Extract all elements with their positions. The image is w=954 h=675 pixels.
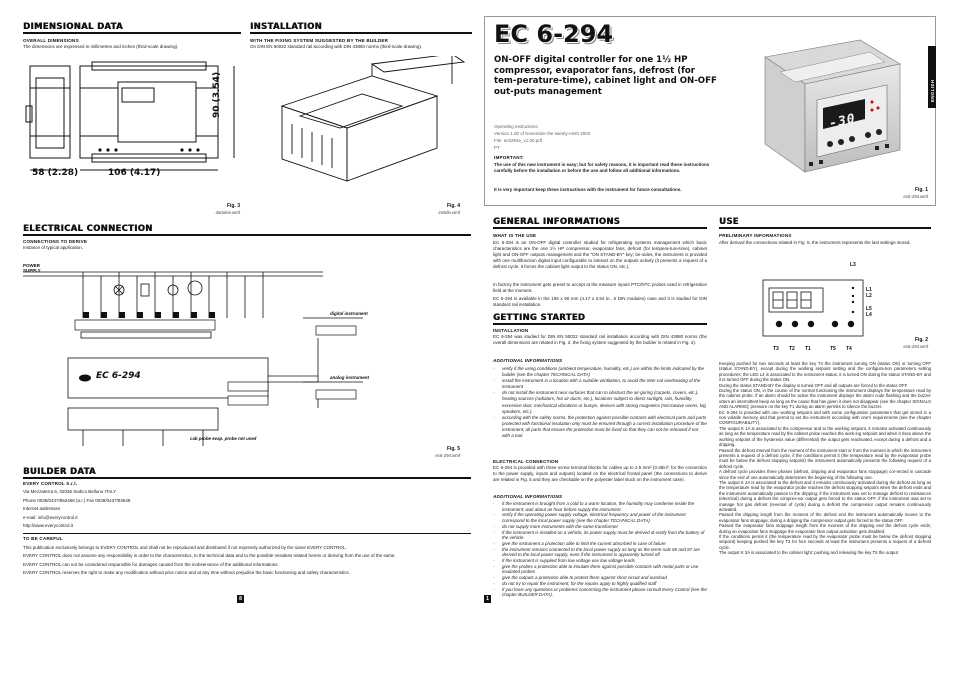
use-rule: [719, 227, 931, 229]
dim-length-label: 106 (4.17): [108, 168, 161, 178]
elec-bullet-5: - give the instrument a protection able to limit the current absorbed in case of failure: [493, 540, 666, 546]
use-para-10: Passed the evaporator fans stoppage length from the moment of the dripping end the defrost cycle ends; during an evaporator fans stoppage the evaporator fans output activation gets disabled.: [719, 523, 931, 534]
dim-heading: DIMENSIONAL DATA: [23, 21, 123, 31]
important-text: The use of this new instrument is easy; but for safety reasons, it is important read these instructions carefully before the installation or before the use and follow all additional informations.: [494, 162, 710, 174]
dim-width-label: 58 (2.28): [32, 168, 79, 178]
meta-2: Version 1.00 of November the twenty-ninth 2002: [494, 131, 591, 136]
fig5-file: ec6-294.wmf: [435, 453, 460, 458]
builder-line-2: Phone 0039/0437/852468 (a.r.) Fax 0039/0437/83648: [23, 498, 131, 503]
elec-bullet-10: - do not try to repair the instrument; for the repairs apply to highly qualified staff: [493, 580, 657, 586]
use-para-3: During the status ON, in the course of the normal functioning the instrument displays the temperature read by the cabinet probe: if an alarm should be active the instrument displays the alarm code flashing and the buzzer utters an intermittent beep as long as the cause that has given it does not disappear (see the chapter SIGNALS AND ALARMS); pressure on the key T1 during an alarm permits to silence the buzzer.: [719, 388, 931, 410]
dim-height-label: 90 (3.54): [212, 71, 222, 118]
install-bullet-2: - install the instrument in a location with a suitable ventilation, to avoid the inter-nal overheating of the instrument: [493, 378, 701, 390]
getting-elec-text: EC 6-294 is provided with three screw terminal blocks for cables up to 2.5 mm² (0.38in²; for the connection to the power supply, inputs and outputs) located on the electrical frontal panel (the connections to derive are related in Fig. 5 and they are checkable on the polyester label stuck on the instrument case).: [493, 465, 707, 483]
use-para-11: If the conditions permit it (the temperature read by the evaporator probe must be below the defrost stopping setpoint) keeping pushed the key T2 for four seconds at least the instrument presents a request of a defrost cycle.: [719, 534, 931, 550]
elec-rule: [23, 234, 471, 236]
elec-bullet-3: - do not supply more instruments with the same transformer: [493, 523, 619, 529]
fig2-file: ec6-294.wmf: [903, 344, 928, 349]
builder-email[interactable]: e-mail: info@everycontrol.it: [23, 515, 78, 520]
power-supply-label: POWER SUPPLY: [23, 263, 41, 273]
inst-rule: [250, 32, 472, 34]
meta-4: PT: [494, 145, 500, 150]
fig2-caption: Fig. 2: [914, 337, 928, 343]
general-subheading: WHAT IS THE USE: [493, 233, 537, 238]
led-label-l2: L2: [866, 293, 872, 299]
builder-line-3: Internet addresses: [23, 506, 61, 511]
use-para-2: During the status STAND-BY the display is turned OFF and all outputs are forced to the status OFF.: [719, 382, 908, 388]
analog-instrument-label: analog instrument: [330, 375, 370, 380]
general-p1: EC 6-294 is an ON-OFF digital controller studied for refrigerating systems management which basic characteristics are the one 1½ HP compressor, evaporator fans, defrost (for tempera-ture-time), cabinet light and ON-OFF outputs management and the "ON STAND-BY" key; be-sides, the instrument is provided with one multifunction digital input configurable to interact on the outputs activity (it presents a request of a defrost cycle, it forces the cabinet light output to the status ON, etc.).: [493, 240, 707, 270]
builder-rule: [23, 477, 471, 479]
important-title: IMPORTANT:: [494, 155, 524, 160]
elec-bullet-8: - give the probes a protection able to insulate them against possible contacts with metal parts or use insulated probes: [493, 563, 699, 575]
general-p2: In factory the instrument gets preset to accept at the measure inputs PTC/NTC probes used in refrigeration field at the moment.: [493, 282, 707, 294]
getting-rule: [493, 323, 707, 325]
product-subtitle: ON-OFF digital controller for one 1½ HP compressor, evaporator fans, defrost (for tem-perature-time), cabinet light and ON-OFF out-puts management: [494, 55, 717, 97]
getting-heading: GETTING STARTED: [493, 312, 586, 322]
elec-bullet-1: - if the instrument is brought from a cold to a warm location, the humidity may condense inside the instrument; wait about an hour before supply the instrument: [493, 501, 695, 512]
led-label-l1: L1: [866, 287, 872, 293]
fig4-file: instdin.wmf: [438, 210, 460, 215]
elec-bullet-7: - if the instrument is supplied from low voltage use low voltage leads: [493, 558, 635, 564]
getting-add-info-2: ADDITIONAL INFORMATIONS: [493, 494, 563, 499]
builder-line-1: Via Mezzaterra 6, 32036 Sedico Belluno ITALY: [23, 489, 117, 494]
inst-subheading: WITH THE FIXING SYSTEM SUGGESTED BY THE BUILDER: [250, 38, 389, 43]
install-bullet-3: - do not install the instrument near surfaces that can to obstruct the air-goring (carpets, covers, etc.), heating sources (radiators, hot air ducts, etc.), locations subject to direct sunlight, rain, humidity, excessive dust, mechanical vibrations or bumps, devices with strong magnetics (microwave ovens, big speakers, etc.): [493, 390, 706, 414]
key-label-t5: T5: [830, 346, 836, 352]
page-number-right: 1: [484, 595, 491, 603]
fig1-caption: Fig. 1: [914, 187, 928, 193]
important-text-2: It is very important keep these instructions with the instrument for future consultations.: [494, 187, 682, 192]
general-heading: GENERAL INFORMATIONS: [493, 216, 621, 226]
elec-heading: ELECTRICAL CONNECTION: [23, 223, 153, 233]
use-para-12: The output K 3A is associated to the cabinet light: pushing and releasing the key T5 the output: [719, 550, 898, 556]
careful-1: This publication exclusively belongs to EVERY CONTROL and shall not be reproduced and distributed if not expressly authorized by the same EVERY CONTROL.: [23, 545, 347, 550]
elec-bullet-2: - verify if the operating power supply voltage, electrical frequency and power of the instrument correspond to the local power supply (see the chapter TECHNICAL DATA): [493, 512, 686, 524]
getting-install-text: EC 6-294 was studied for DIN EN 50022 standard rail installation according with DIN 43880 norms (the overall dimensions are related in Fig. 3, the fixing system suggested by the builder is related in Fig. 4).: [493, 334, 707, 346]
use-para-5: The output K 1A is associated to the compressor and to the working setpoint, it remains activated continuously as long as the temperature read by the cabinet probe reaches the work-ing setpoint and when it rises above the working setpoint of the hysteresis value (differential) the output gets reactivated, except during a defrost and a dripping.: [719, 425, 931, 448]
elec-bullets: [493, 501, 707, 598]
use-para-8: The output K 2A is associated to the defrost and it remains continuously activated during the defrost as long as the temperature read by the evaporator probe reaches the defrost stopping setpoint when the defrost ends and the instrument automatically passes to the dripping; if the instrument was set to manage defrost to resistances (electrical) during a defrost the compres-sor output gets forced to the status OFF, if the instrument was set to manage hot gas defrost (reversal of cycle) during a defrost the compressor output remains continuously activated.: [719, 479, 931, 512]
elec-text: Instance of typical application.: [23, 245, 84, 250]
builder-heading: BUILDER DATA: [23, 466, 96, 476]
elec-bullet-11: - if you have any questions or problems concerning the instrument please consult Every Control (see the chapter BUILDER DATA).: [493, 586, 707, 598]
front-panel-diagram: [755, 258, 895, 348]
use-p1: After derived the connections related in Fig. 5, the instrument represents the last settings stored.: [719, 240, 911, 245]
inst-heading: INSTALLATION: [250, 21, 322, 31]
getting-sub-electrical: ELECTRICAL CONNECTION: [493, 459, 559, 464]
led-label-l3: L3: [850, 262, 856, 268]
dim-rule: [23, 32, 241, 34]
key-label-t2: T2: [789, 346, 795, 352]
install-bullet-4: - according with the safety norms, the protection against possible contacts with electrical parts and parts protected with functional insulation only must be ensured through a correct installation procedure of the instrument; all parts that ensure the protection must be fixed so that they can not be removed if not with a tool.: [493, 414, 707, 439]
fig3-file: dataime.wmf: [215, 210, 240, 215]
led-label-l5: L5: [866, 306, 872, 312]
careful-heading: TO BE CAREFUL: [23, 536, 63, 541]
meta-1: Operating instructions: [494, 124, 538, 129]
probes-label: cab probe evap. probe not used: [190, 436, 257, 441]
installation-drawing: [252, 56, 467, 196]
use-para-9: Passed the dripping length from the moment of the defrost end the instrument automatically moves to the evaporator fans stoppage; during a dripping the compressor output gets forced to the status OFF.: [719, 512, 931, 523]
careful-2: EVERY CONTROL does not assume any responsibility in order to the characteristics, to the technical data and to the possible mistakes related herein or deriving from the use of the same.: [23, 553, 396, 558]
use-para-1: Keeping pushed for two seconds at least the key T4 the instrument turning ON (status ON) or turning OFF (status STAND-BY), except during the working setpoint setting and the configura-tion parameters setting procedures; the LED L4 is associated to the instrument status, it is turned ON during the status STAND-BY and it is turned OFF during the status ON.: [719, 361, 931, 383]
elec-bullet-6: - the instrument remains connected to the local power supply as long as the termi-nals 85 and 87 are derived to the local power supply, even if the instrument is apparently turned off: [493, 546, 700, 558]
wiring-diagram: [23, 258, 369, 458]
getting-sub-installation: INSTALLATION: [493, 328, 529, 333]
dim-text: The dimensions are expressed in millimetres and inches (third-scale drawing).: [23, 44, 179, 49]
builder-website[interactable]: http://www.everycontrol.it: [23, 523, 74, 528]
use-body: [719, 361, 931, 556]
wiring-model-label: EC 6-294: [96, 371, 141, 381]
general-p3: EC 6-294 is available in the 106 x 90 mm (4.17 x 3.54 in., 6 DIN modules) case and it is studied for DIN standard rail installation.: [493, 296, 707, 308]
key-label-t4: T4: [846, 346, 852, 352]
general-rule: [493, 227, 707, 229]
elec-bullet-9: - give the outputs a protection able to protect them against short circuit and overload: [493, 575, 667, 581]
use-para-7: A defrost cycle provides three phases (defrost, dripping and evaporator fans stoppage) cor-rected in cascade since the end of one automatically determines the beginning of the following one.: [719, 469, 931, 480]
controller-photo: [735, 22, 925, 182]
fig5-caption: Fig. 5: [446, 446, 460, 452]
install-bullets: [493, 366, 707, 439]
use-para-6: Passed the defrost interval from the moment of the instrument start or from the moment in which the instrument presents a request of a defrost cycle, if the conditions permit it (the temperature read by the evaporator probe must be below the defrost stopping setpoint) the instrument automatically presents the following request of a defrost cycle.: [719, 447, 931, 469]
photo-display-value: -30: [829, 111, 856, 132]
use-heading: USE: [719, 216, 739, 226]
careful-4: EVERY CONTROL reserves the right to make any modification without prior notice and at any time without prejudice the basic functioning and safety characteristics.: [23, 570, 350, 575]
product-title: EC 6-294: [494, 20, 614, 48]
builder-name: EVERY CONTROL S.r.l.: [23, 481, 78, 486]
careful-rule: [23, 533, 471, 534]
fig1-file: ec6-294.wmf: [903, 194, 928, 199]
careful-3: EVERY CONTROL can not be considered responsible for damages caused from the inobservance of the additional informations.: [23, 562, 279, 567]
language-label: ENGLISH: [930, 79, 935, 102]
fig4-caption: Fig. 4: [446, 203, 460, 209]
page-number-left: 8: [237, 595, 244, 603]
elec-subheading: CONNECTIONS TO DERIVE: [23, 239, 88, 244]
install-bullet-1: - verify if the using conditions (ambient temperature, humidity, etc.) are within the limits indicated by the builder (see the chapter TECHNICAL DATA): [493, 366, 705, 378]
use-subheading: PRELIMINARY INFORMATIONS: [719, 233, 792, 238]
key-label-t1: T1: [805, 346, 811, 352]
elec-bullet-4: - if the instrument is installed on a vehicle, its power supply must be derived di-rectly from the battery of the vehicle: [493, 529, 705, 541]
digital-instrument-label: digital instrument: [330, 311, 368, 316]
use-para-4: EC 6-294 is provided with one working setpoint and with some configuration parameters that get stored in a non volatile memory and that permit to set the instrument according with one's requirements (see the chapter CONFIGURABILITY).: [719, 409, 931, 426]
key-label-t3: T3: [773, 346, 779, 352]
dim-subheading: OVERALL DIMENSIONS: [23, 38, 79, 43]
meta-3: File: ec6294e_v1.00.pdf: [494, 138, 543, 143]
inst-text: On DIN EN 50022 standard rail according with DIN 43880 norms (third-scale drawing).: [250, 44, 423, 49]
led-label-l4: L4: [866, 312, 872, 318]
getting-add-info-1: ADDITIONAL INFORMATIONS: [493, 358, 563, 363]
fig3-caption: Fig. 3: [226, 203, 240, 209]
